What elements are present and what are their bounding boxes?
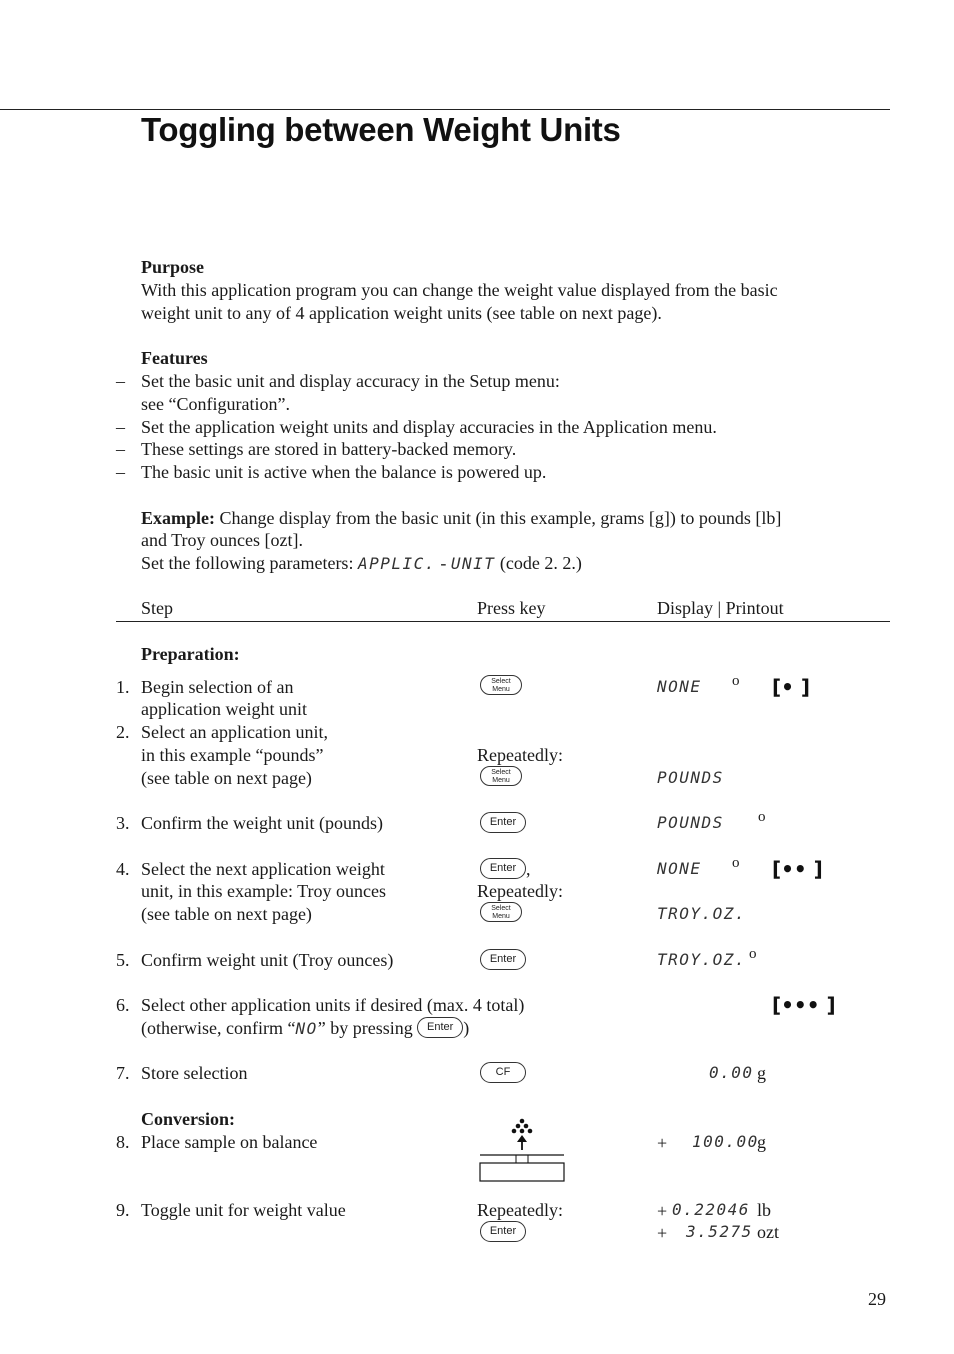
display-pounds-1: POUNDS xyxy=(657,768,724,787)
example-line-2: and Troy ounces [ozt]. xyxy=(141,530,303,550)
key-label-select: Select xyxy=(491,678,511,685)
display-unit-lb: lb xyxy=(757,1200,772,1220)
step-2-text-1: Select an application unit, xyxy=(141,722,328,742)
step-9-repeatedly: Repeatedly: xyxy=(477,1200,563,1220)
display-plus-3: + xyxy=(657,1223,668,1243)
display-pounds-2: POUNDS xyxy=(657,813,724,832)
conversion-heading: Conversion: xyxy=(141,1109,235,1129)
display-none-2: NONE xyxy=(657,859,702,878)
top-rule xyxy=(0,109,890,110)
step-5-text-1: Confirm weight unit (Troy ounces) xyxy=(141,950,394,970)
display-deg-4: o xyxy=(749,946,757,962)
step-6-text-mid: ” by pressing xyxy=(317,1018,418,1038)
step-2-text-3: (see table on next page) xyxy=(141,768,312,788)
example-text-1: Change display from the basic unit (in this example, grams [g]) to pounds [lb] xyxy=(215,508,782,528)
step-8-text-1: Place sample on balance xyxy=(141,1132,318,1152)
step-5-number: 5. xyxy=(116,950,130,970)
step-8-number: 8. xyxy=(116,1132,130,1152)
param-unit: UNIT xyxy=(450,554,496,573)
key-label-menu: Menu xyxy=(492,777,510,784)
display-ozt-value: 3.5275 xyxy=(686,1222,753,1241)
feature-dash-2: – xyxy=(116,417,125,437)
feature-item-3: These settings are stored in battery-backed memory. xyxy=(141,439,517,459)
display-troy-1: TROY.OZ. xyxy=(657,904,747,923)
param-code: (code 2. 2.) xyxy=(495,553,582,573)
table-header-rule xyxy=(116,621,890,622)
step-6-number: 6. xyxy=(116,995,130,1015)
col-header-key: Press key xyxy=(477,598,546,618)
feature-item-4: The basic unit is active when the balance is powered up. xyxy=(141,462,547,482)
display-zero: 0.00 xyxy=(709,1063,754,1082)
display-bracket-2: [•• ] xyxy=(772,857,823,881)
key-label-select: Select xyxy=(491,905,511,912)
step-4-text-1: Select the next application weight xyxy=(141,859,385,879)
step-2-number: 2. xyxy=(116,722,130,742)
step-6-text-pre: (otherwise, confirm “ xyxy=(141,1018,296,1038)
display-bracket-3: [••• ] xyxy=(772,993,836,1017)
display-lb-value: 0.22046 xyxy=(672,1200,750,1219)
step-7-number: 7. xyxy=(116,1063,130,1083)
step-4-repeatedly: Repeatedly: xyxy=(477,881,563,901)
step-6-text-2 xyxy=(141,1017,469,1040)
key-label-select: Select xyxy=(491,769,511,776)
features-heading: Features xyxy=(141,348,208,368)
example-params xyxy=(141,552,582,575)
col-header-step: Step xyxy=(141,598,174,618)
page-number: 29 xyxy=(868,1289,886,1309)
select-menu-key[interactable] xyxy=(480,766,522,786)
step-6-text-post: ) xyxy=(463,1018,470,1038)
step-1-text-2: application weight unit xyxy=(141,699,307,719)
select-menu-key[interactable] xyxy=(480,675,522,695)
purpose-heading: Purpose xyxy=(141,257,204,277)
feature-dash-1: – xyxy=(116,371,125,391)
display-plus-1: + xyxy=(657,1133,668,1153)
enter-key[interactable]: Enter xyxy=(480,1221,526,1242)
step-4-text-2: unit, in this example: Troy ounces xyxy=(141,881,386,901)
select-menu-key[interactable] xyxy=(480,902,522,922)
cf-key[interactable]: CF xyxy=(480,1062,526,1083)
page-title: Toggling between Weight Units xyxy=(141,111,621,148)
enter-key[interactable]: Enter xyxy=(480,812,526,833)
display-hundred: 100.00 xyxy=(692,1132,759,1151)
step-2-text-2: in this example “pounds” xyxy=(141,745,324,765)
display-deg-3: o xyxy=(732,855,740,871)
preparation-heading: Preparation: xyxy=(141,644,240,664)
balance-pan-icon xyxy=(478,1114,568,1184)
enter-key[interactable]: Enter xyxy=(480,949,526,970)
step-1-number: 1. xyxy=(116,677,130,697)
step-2-repeatedly: Repeatedly: xyxy=(477,745,563,765)
param-applic: APPLIC. xyxy=(357,554,436,573)
display-none-1: NONE xyxy=(657,677,702,696)
display-deg-1: o xyxy=(732,673,740,689)
key-label-menu: Menu xyxy=(492,686,510,693)
display-plus-2: + xyxy=(657,1201,668,1221)
feature-dash-3: – xyxy=(116,439,125,459)
display-unit-g-1: g xyxy=(757,1063,766,1083)
feature-item-1-cont: see “Configuration”. xyxy=(141,394,290,414)
example-label: Example: xyxy=(141,508,215,528)
col-header-display: Display | Printout xyxy=(657,598,784,618)
step-9-text-1: Toggle unit for weight value xyxy=(141,1200,346,1220)
step-7-text-1: Store selection xyxy=(141,1063,248,1083)
feature-item-2: Set the application weight units and display accuracies in the Application menu. xyxy=(141,417,717,437)
step-4-text-3: (see table on next page) xyxy=(141,904,312,924)
step-4-number: 4. xyxy=(116,859,130,879)
step-3-text-1: Confirm the weight unit (pounds) xyxy=(141,813,383,833)
display-bracket-1: [• ] xyxy=(772,675,811,699)
example-line-1 xyxy=(141,507,781,529)
step-3-number: 3. xyxy=(116,813,130,833)
display-unit-g-2: g xyxy=(757,1132,766,1152)
display-unit-ozt: ozt xyxy=(757,1222,779,1242)
param-sep: - xyxy=(435,553,451,573)
step-4-comma: , xyxy=(526,859,531,879)
step-9-number: 9. xyxy=(116,1200,130,1220)
params-prefix: Set the following parameters: xyxy=(141,553,358,573)
feature-dash-4: – xyxy=(116,462,125,482)
step-1-text-1: Begin selection of an xyxy=(141,677,294,697)
step-6-text-1: Select other application units if desired (max. 4 total) xyxy=(141,995,525,1015)
enter-key[interactable]: Enter xyxy=(480,858,526,879)
display-troy-2: TROY.OZ. xyxy=(657,950,747,969)
key-label-menu: Menu xyxy=(492,913,510,920)
display-deg-2: o xyxy=(758,809,766,825)
enter-key[interactable]: Enter xyxy=(417,1017,463,1038)
display-no: NO xyxy=(295,1019,318,1038)
purpose-text-1: With this application program you can change the weight value displayed from the basic xyxy=(141,280,778,300)
feature-item-1: Set the basic unit and display accuracy in the Setup menu: xyxy=(141,371,560,391)
purpose-text-2: weight unit to any of 4 application weight units (see table on next page). xyxy=(141,303,662,323)
